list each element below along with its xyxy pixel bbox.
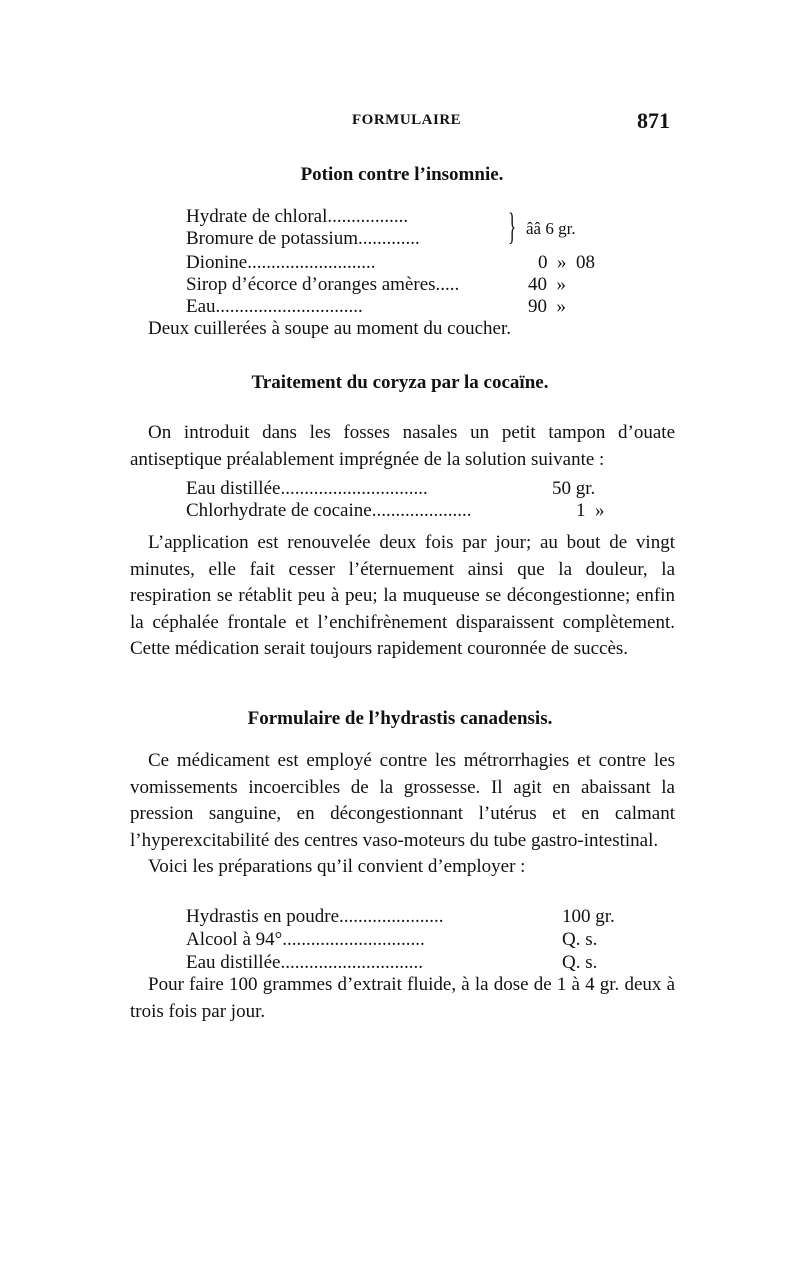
ingredient-name: Eau distillée...............................: [186, 478, 428, 499]
instruction-insomnie: Deux cuillerées à soupe au moment du coucher.: [148, 318, 511, 339]
ingredient-name: Hydrate de chloral.................: [186, 206, 409, 227]
ingredient-name: Alcool à 94°..............................: [186, 929, 425, 950]
ingredient-name: Sirop d’écorce d’oranges amères.....: [186, 274, 460, 295]
ingredient-name: Dionine...........................: [186, 252, 376, 273]
recipe-hydrastis: [186, 906, 646, 974]
paragraph-coryza-body: L’application est renouvelée deux fois par jour; au bout de vingt minutes, elle fait cesser l’éternuement ainsi que la douleur, la respiration se rétablit peu à peu; la muqueuse se décongestionne; enfin la céphalée frontale et l’enchifrènement disparaissent complètement. Cette médication serait toujours rapidement couronnée de succès.: [130, 532, 675, 659]
section-title-insomnie: Potion contre l’insomnie.: [300, 164, 504, 185]
ingredient-name: Bromure de potassium.............: [186, 228, 420, 249]
running-title: FORMULAIRE: [352, 112, 462, 128]
section-title-hydrastis: Formulaire de l’hydrastis canadensis.: [247, 708, 553, 729]
ingredient-quantity: Q. s.: [562, 929, 598, 950]
ingredient-name: Eau...............................: [186, 296, 363, 317]
ingredient-quantity: 90 »: [528, 296, 566, 317]
paragraph-hydrastis-intro: Ce médicament est employé contre les métrorrhagies et contre les vomissements incoercibles de la grossesse. Il agit en abaissant la pression sanguine, en décongestionnant l’utérus et en calmant l’hyperexcitabilité des centres vaso-moteurs du tube gastro-intestinal. Voici les préparations qu’il convient d’employer :: [130, 750, 675, 877]
ingredient-name: Chlorhydrate de cocaine.....................: [186, 500, 472, 521]
ingredient-quantity: Q. s.: [562, 952, 598, 973]
ingredient-quantity: 0 » 08: [538, 252, 595, 273]
ingredient-quantity: 40 »: [528, 274, 566, 295]
ingredient-name: Hydrastis en poudre......................: [186, 906, 444, 927]
recipe-coryza: [186, 478, 646, 524]
ingredient-quantity: 1 »: [576, 500, 605, 521]
paragraph-coryza-intro: On introduit dans les fosses nasales un petit tampon d’ouate antiseptique préalablement imprégnée de la solution suivante :: [130, 422, 675, 470]
running-head: [0, 108, 800, 136]
brace-quantity: ââ 6 gr.: [526, 219, 576, 238]
paragraph-hydrastis-dosage: Pour faire 100 grammes d’extrait fluide, à la dose de 1 à 4 gr. deux à trois fois par jour.: [130, 974, 675, 1022]
ingredient-quantity: 100 gr.: [562, 906, 615, 927]
page-number: 871: [637, 108, 670, 133]
brace-icon: }: [508, 206, 517, 248]
section-title-coryza: Traitement du coryza par la cocaïne.: [251, 372, 549, 393]
ingredient-name: Eau distillée..............................: [186, 952, 423, 973]
recipe-insomnie: [186, 206, 646, 318]
ingredient-quantity: 50 gr.: [552, 478, 596, 499]
